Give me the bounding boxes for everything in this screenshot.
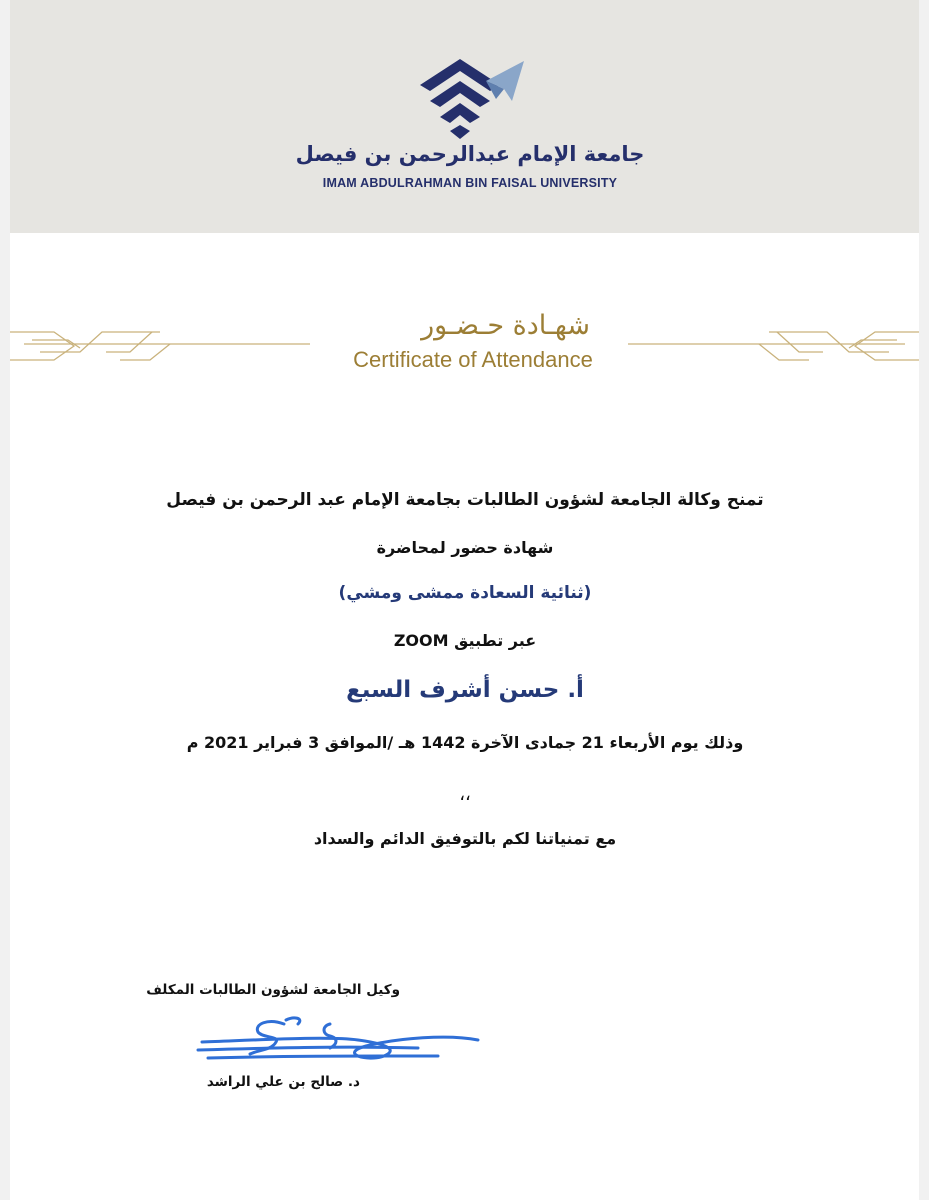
date-statement: وذلك يوم الأربعاء 21 جمادى الآخرة 1442 هـ /الموافق 3 فبراير 2021 م [186,733,744,752]
platform-statement: عبر تطبيق ZOOM [393,631,537,650]
wishes-statement: مع تمنياتنا لكم بالتوفيق الدائم والسداد [313,829,617,848]
ornament-right-icon [628,318,919,376]
grant-statement: تمنح وكالة الجامعة لشؤون الطالبات بجامعة الإمام عبد الرحمن بن فيصل [166,490,764,510]
certificate-title-english: Certificate of Attendance [353,347,593,372]
certificate-page [10,0,919,1200]
lecture-title: (ثنائية السعادة ممشى ومشي) [338,583,592,603]
certificate-statement: شهادة حضور لمحاضرة [376,538,554,557]
university-name-english: IMAM ABDULRAHMAN BIN FAISAL UNIVERSITY [322,176,618,190]
quote-mark: ،، [459,784,471,805]
header-band [10,0,919,233]
university-logo-icon [416,55,526,141]
signatory-name: د. صالح بن علي الراشد [206,1074,360,1090]
university-name-arabic: جامعة الإمام عبدالرحمن بن فيصل [295,142,645,166]
recipient-name: أ. حسن أشرف السبع [346,677,584,703]
ornament-left-icon [10,318,310,376]
signatory-title: وكيل الجامعة لشؤون الطالبات المكلف [146,982,400,998]
certificate-title-arabic: شهـادة حـضـور [421,310,590,341]
handwritten-signature-icon [188,1010,488,1070]
